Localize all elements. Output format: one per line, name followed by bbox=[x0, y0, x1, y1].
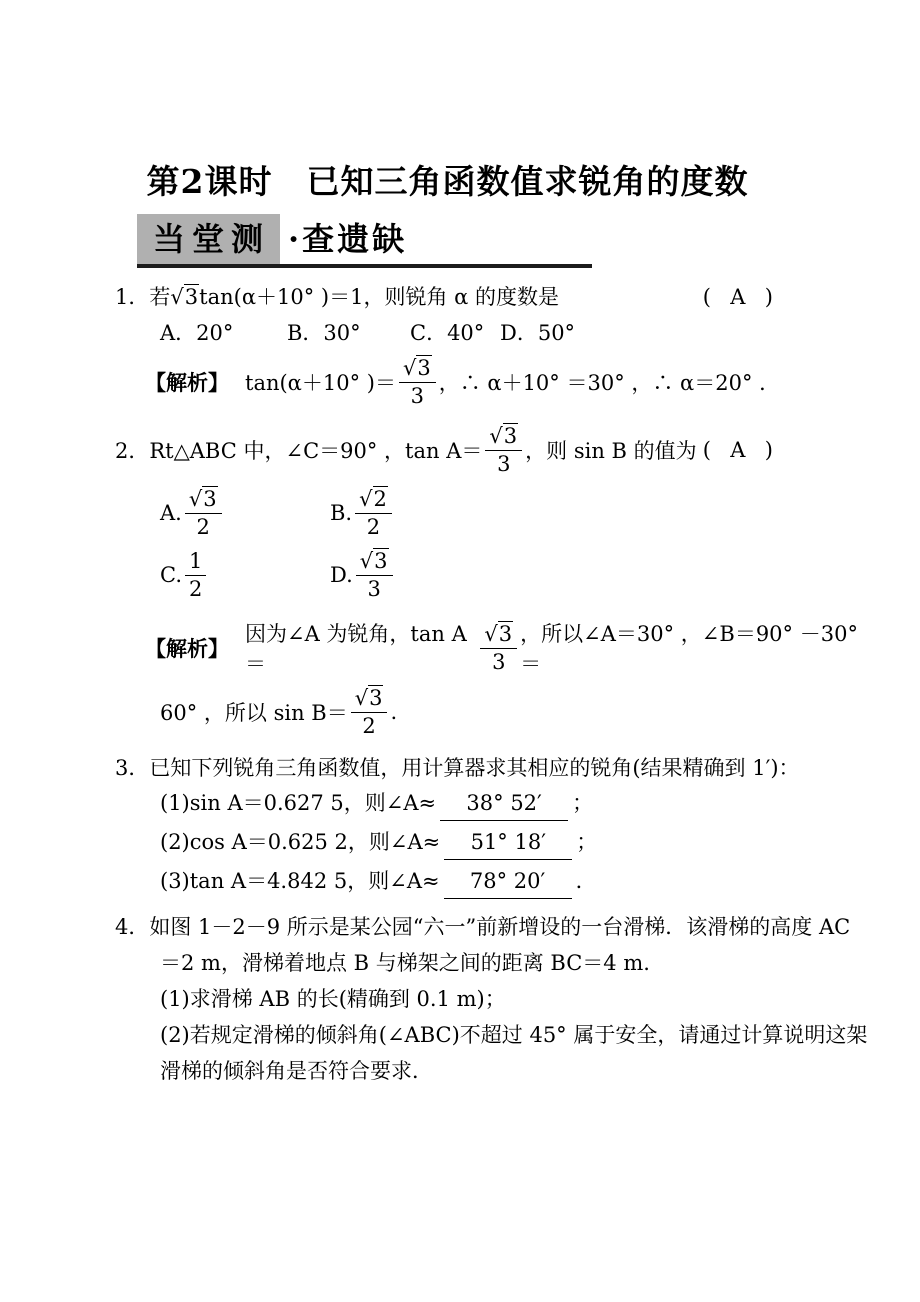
q4-item-2-line-1: (2)若规定滑梯的倾斜角(∠ABC)不超过 45° 属于安全，请通过计算说明这架 bbox=[160, 1023, 868, 1047]
banner-main-label: 当堂测 bbox=[137, 214, 280, 264]
q2-option-c: C. $\frac{1}{2}$ bbox=[160, 549, 330, 600]
analysis-label: 【解析】 bbox=[145, 370, 229, 395]
fraction-sqrt3-over-3: $\frac{√3}{3}$ bbox=[356, 549, 393, 600]
sqrt-sign-icon: √ bbox=[484, 622, 498, 647]
analysis-label: 【解析】 bbox=[145, 636, 229, 661]
sqrt-sign-icon: √ bbox=[402, 356, 417, 381]
banner-underline bbox=[137, 264, 592, 268]
a2-text-1: 因为∠A 为锐角，tan A＝ bbox=[245, 622, 467, 676]
sqrt-sign-icon: √ bbox=[188, 487, 203, 512]
q1-answer-mark: ( A ) bbox=[702, 285, 775, 309]
fraction-sqrt2-over-2: $\frac{√2}{2}$ bbox=[355, 487, 392, 538]
analysis-1 bbox=[115, 350, 870, 414]
fraction-1-over-2: $\frac{1}{2}$ bbox=[185, 549, 206, 600]
question-2 bbox=[115, 418, 870, 482]
q3-answer-blank-1: 38° 52′ bbox=[440, 789, 568, 821]
sqrt-sign-icon: √ bbox=[359, 487, 373, 512]
q2-option-b: B. $\frac{√2}{2}$ bbox=[330, 487, 395, 538]
q2-options bbox=[115, 482, 870, 606]
q3-answer-blank-3: 78° 20′ bbox=[444, 867, 572, 899]
a1-text-2: ，∴ α＋10° ＝30° ，∴ α＝20° ． bbox=[438, 371, 781, 395]
sqrt-radical bbox=[170, 284, 199, 309]
banner-sub-label: ·查遗缺 bbox=[288, 220, 408, 258]
question-3: 3．已知下列锐角三角函数值，用计算器求其相应的锐角(结果精确到 1′)： bbox=[115, 756, 800, 780]
sqrt-sign-icon: √ bbox=[359, 549, 374, 574]
q3-item-2: (2)cos A＝0.625 2，则∠A≈ 51° 18′ ； bbox=[115, 828, 870, 860]
fraction-sqrt3-over-3: $\frac{√3}{3}$ bbox=[485, 424, 522, 475]
a2-text-2: ，所以∠A＝30° ，∠B＝90° －30° ＝ bbox=[520, 622, 858, 676]
a2-text-3: 60° ，所以 sin B＝ bbox=[160, 701, 348, 725]
q2-text-2: ，则 sin B 的值为 bbox=[525, 439, 697, 463]
fraction-sqrt3-over-2: $\frac{√3}{2}$ bbox=[185, 487, 222, 538]
page-title: 第2课时 已知三角函数值求锐角的度数 bbox=[146, 162, 749, 201]
q2-option-a: A. $\frac{√3}{2}$ bbox=[160, 487, 330, 538]
q1-option-a: A．20° bbox=[160, 321, 234, 345]
q1-text-prefix: 1．若 bbox=[115, 285, 171, 309]
sqrt-radicand: 3 bbox=[184, 285, 199, 309]
q3-item-1: (1)sin A＝0.627 5，则∠A≈ 38° 52′ ； bbox=[115, 789, 870, 821]
a1-text-1: tan(α＋10° )＝ bbox=[245, 371, 396, 395]
q2-text-1: 2．Rt△ABC 中，∠C＝90° ，tan A＝ bbox=[115, 439, 483, 463]
q1-option-d: D．50° bbox=[500, 321, 576, 345]
question-4-line-1: 4．如图 1－2－9 所示是某公园“六一”前新增设的一台滑梯．该滑梯的高度 AC bbox=[115, 915, 851, 939]
q2-answer-mark: ( A ) bbox=[702, 438, 775, 462]
analysis-2-line-1 bbox=[115, 616, 870, 680]
fraction-sqrt3-over-3: $\frac{√3}{3}$ bbox=[399, 356, 436, 407]
question-1 bbox=[115, 284, 870, 310]
fraction-sqrt3-over-3: $\frac{√3}{3}$ bbox=[480, 622, 517, 673]
q2-option-d: D. $\frac{√3}{3}$ bbox=[330, 549, 396, 600]
sqrt-sign-icon: √ bbox=[354, 686, 369, 711]
sqrt-sign-icon: √ bbox=[170, 285, 184, 309]
q1-options bbox=[115, 320, 870, 346]
q1-option-b: B．30° bbox=[287, 321, 361, 345]
a2-text-4: . bbox=[390, 700, 398, 724]
analysis-2-line-2 bbox=[115, 680, 870, 744]
q3-answer-blank-2: 51° 18′ bbox=[444, 828, 572, 860]
q4-item-2-line-2: 滑梯的倾斜角是否符合要求． bbox=[160, 1059, 433, 1083]
section-banner bbox=[115, 214, 870, 268]
q1-text-body: tan(α＋10° )＝1，则锐角 α 的度数是 bbox=[199, 285, 559, 309]
q3-item-3: (3)tan A＝4.842 5，则∠A≈ 78° 20′ ． bbox=[115, 867, 870, 899]
sqrt-sign-icon: √ bbox=[489, 424, 503, 449]
question-4-line-2: ＝2 m，滑梯着地点 B 与梯架之间的距离 BC＝4 m. bbox=[160, 951, 650, 975]
q4-item-1: (1)求滑梯 AB 的长(精确到 0.1 m)； bbox=[160, 987, 506, 1011]
q1-option-c: C．40° bbox=[410, 321, 485, 345]
fraction-sqrt3-over-2: $\frac{√3}{2}$ bbox=[351, 686, 388, 737]
